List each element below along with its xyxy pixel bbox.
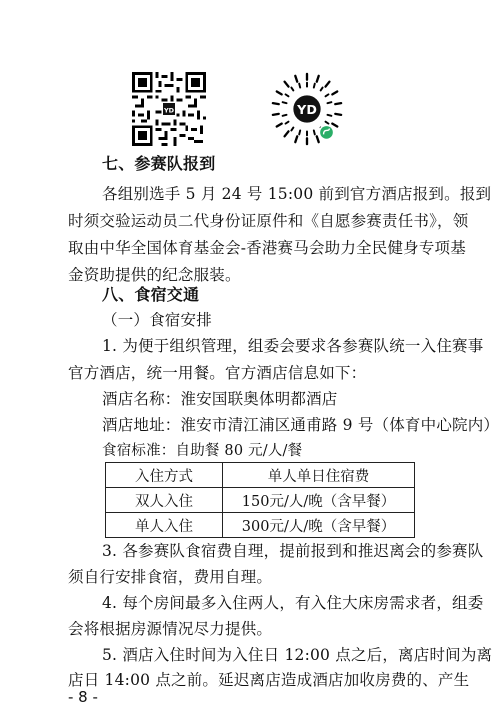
item-4-line-1: 4. 每个房间最多入住两人，有入住大床房需求者，组委 [102, 594, 484, 612]
table-header-row [106, 463, 415, 488]
item-1-line-2: 官方酒店，统一用餐。官方酒店信息如下： [68, 364, 367, 382]
item-3-line-1: 3. 各参赛队食宿费自理，提前报到和推迟离会的参赛队 [102, 542, 484, 560]
table-cell: 150元/人/晚（含早餐） [223, 488, 415, 513]
item-4-line-2: 会将根据房源情况尽力提供。 [68, 620, 273, 638]
section-7-line-4: 金资助提供的纪念服装。 [68, 266, 241, 284]
item-5-line-2: 店日 14:00 点之前。延迟离店造成酒店加收房费的、产生 [68, 671, 470, 689]
table-header-cell: 单人单日住宿费 [223, 463, 415, 488]
qr-code-row [120, 70, 380, 148]
section-7-title: 七、参赛队报到 [102, 154, 216, 173]
item-1-line-1: 1. 为便于组织管理，组委会要求各参赛队统一入住赛事 [102, 337, 484, 355]
section-7-line-1: 各组别选手 5 月 24 号 15:00 前到官方酒店报到。报到 [102, 185, 492, 203]
svg-text:YD: YD [297, 101, 317, 117]
item-3-line-2: 须自行安排食宿，费用自理。 [68, 568, 273, 586]
page-number: - 8 - [68, 688, 98, 706]
mini-program-code-icon [268, 70, 346, 148]
table-header-cell: 入住方式 [106, 463, 223, 488]
table-row [106, 513, 415, 538]
section-7-line-3: 取由中华全国体育基金会-香港赛马会助力全民健身专项基 [68, 239, 466, 257]
item-5-line-1: 5. 酒店入住时间为入住日 12:00 点之后，离店时间为离 [102, 646, 493, 664]
table-cell: 单人入住 [106, 513, 223, 538]
svg-text:YD: YD [163, 106, 175, 115]
hotel-address: 酒店地址：淮安市清江浦区通甫路 9 号（体育中心院内） [102, 416, 500, 434]
table-cell: 300元/人/晚（含早餐） [223, 513, 415, 538]
section-8-title: 八、食宿交通 [102, 285, 200, 304]
qr-code-icon [132, 72, 206, 146]
hotel-name: 酒店名称：淮安国联奥体明都酒店 [102, 390, 338, 408]
lodging-fee-table [105, 462, 415, 538]
table-cell: 双人入住 [106, 488, 223, 513]
section-7-line-2: 时须交验运动员二代身份证原件和《自愿参赛责任书》，领 [68, 212, 469, 230]
meal-standard: 食宿标准：自助餐 80 元/人/餐 [102, 443, 303, 459]
subsection-1-title: （一）食宿安排 [102, 311, 212, 329]
table-row [106, 488, 415, 513]
